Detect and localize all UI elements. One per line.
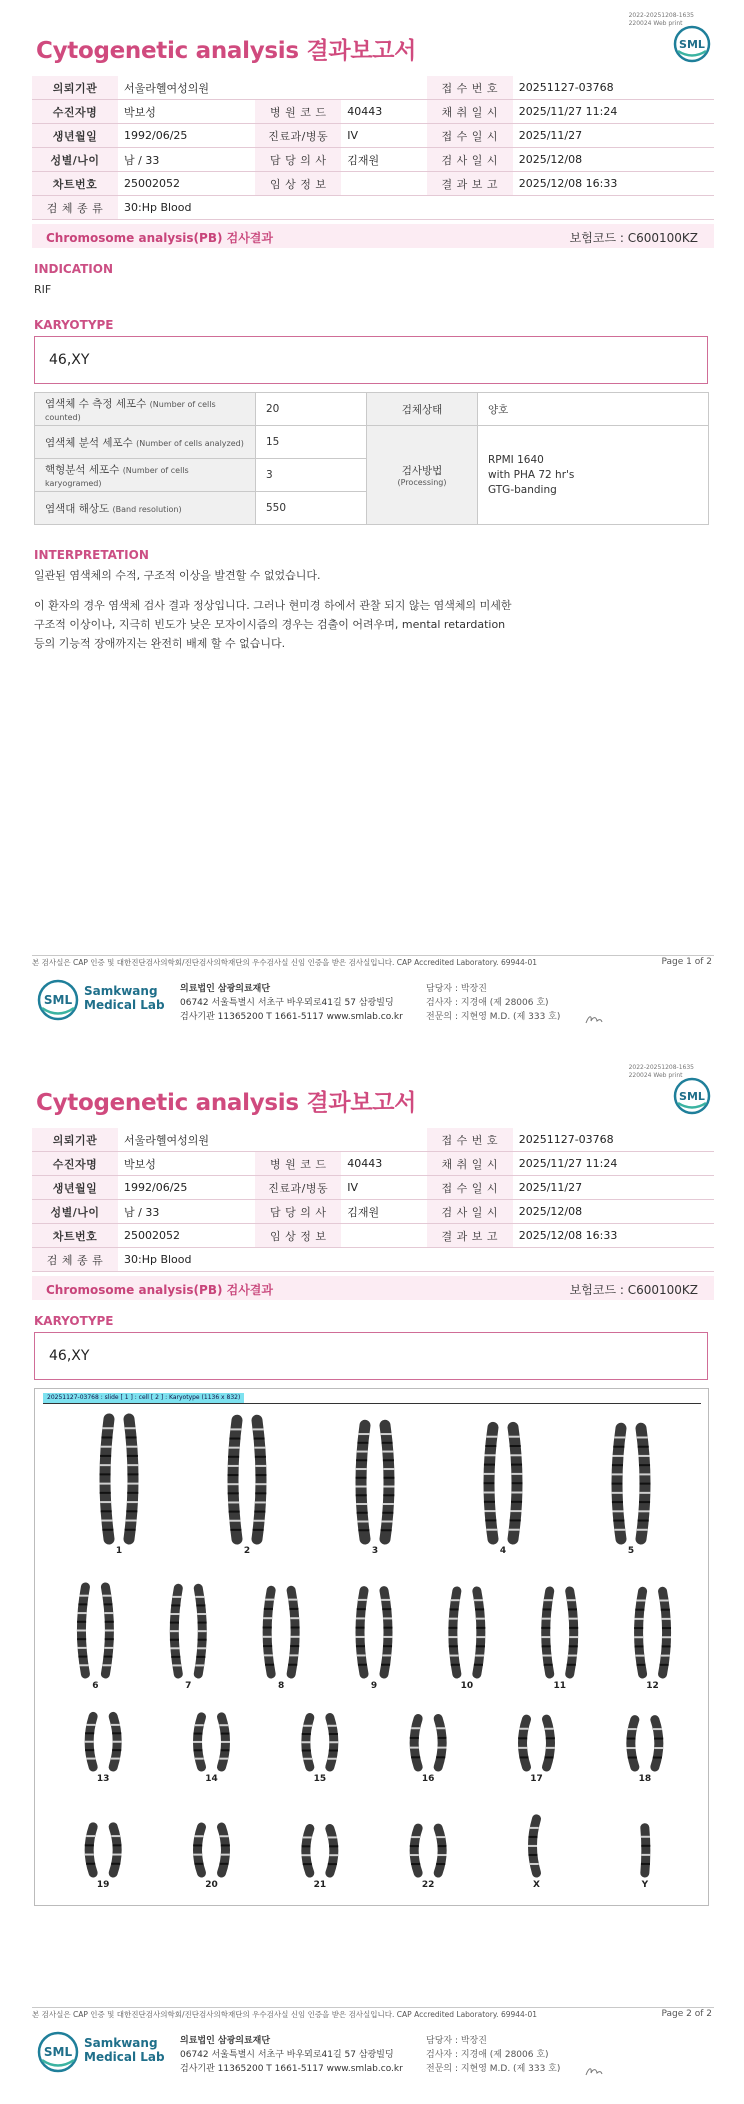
chromosome-15-a	[301, 1718, 312, 1768]
chromosome-label: 19	[96, 1880, 110, 1890]
karyotype-box	[34, 336, 708, 384]
specimen-label: 검 체 종 류	[32, 1248, 118, 1272]
interpretation-text	[34, 566, 514, 653]
lab-address-block	[180, 2034, 403, 2076]
result-section-bar	[32, 1276, 714, 1300]
chromosome-20-a	[193, 1827, 203, 1873]
institution-value: 서울라헬여성의원	[118, 76, 427, 100]
chromosome-label: 6	[92, 1681, 99, 1691]
chromosome-16-b	[436, 1719, 446, 1767]
chromosome-20-b	[220, 1827, 230, 1873]
dob-value: 1992/06/25	[118, 1176, 255, 1200]
insurance-code: 보험코드 : C600100KZ	[569, 1283, 698, 1297]
karyotype-value: 46,XY	[49, 352, 90, 368]
reported-label: 결 과 보 고	[427, 172, 513, 196]
band-label: 염색대 해상도 (Band resolution)	[35, 492, 256, 525]
collect-value: 2025/11/27 11:24	[513, 1152, 714, 1176]
chromosome-label: 12	[646, 1681, 659, 1691]
received-value: 2025/11/27	[513, 124, 714, 148]
counted-label: 염색체 수 측정 세포수 (Number of cells counted)	[35, 393, 256, 426]
chromosome-label: 21	[313, 1880, 327, 1890]
accreditation-note: 본 검사실은 CAP 인증 및 대한진단검사의학회/진단검사의학재단의 우수검사실 신임 인증을 받은 검사실입니다. CAP Accredited Laboratory. 69944-01	[32, 2010, 538, 2019]
band-label-en: (Band resolution)	[112, 504, 182, 514]
result-section-title: Chromosome analysis(PB) 검사결과	[46, 231, 273, 245]
dept-label: 진료과/병동	[255, 124, 341, 148]
chromosome-13-a	[85, 1716, 96, 1767]
collect-value: 2025/11/27 11:24	[513, 100, 714, 124]
insurance-code: 보험코드 : C600100KZ	[569, 231, 698, 245]
cell-count-table	[34, 392, 709, 525]
tested-value: 2025/12/08	[513, 148, 714, 172]
received-label: 접 수 일 시	[427, 124, 513, 148]
method-label-en: (Processing)	[397, 478, 447, 487]
chromosome-19-b	[111, 1827, 121, 1873]
chromosome-17-b	[545, 1719, 555, 1767]
chromosome-21-b	[328, 1829, 338, 1873]
chromosome-label: Y	[641, 1880, 649, 1890]
specimen-value: 30:Hp Blood	[118, 1248, 714, 1272]
received-label: 접 수 일 시	[427, 1176, 513, 1200]
chromosome-9-b	[381, 1591, 392, 1674]
signature-icon	[584, 1012, 604, 1026]
staff-manager: 담당자 : 박장진	[426, 984, 487, 994]
specimen-state-value: 양호	[478, 393, 709, 426]
chromosome-label: 4	[499, 1546, 507, 1556]
chromosome-2-a	[228, 1420, 242, 1539]
chromosome-13-b	[111, 1716, 122, 1767]
lab-org: 의료법인 삼광의료재단	[180, 2036, 271, 2046]
karyotype-value: 46,XY	[49, 1348, 90, 1364]
doctor-label: 담 당 의 사	[255, 148, 341, 172]
staff-specialist: 전문의 : 지현영 M.D. (제 333 호)	[426, 1012, 561, 1022]
chart-label: 차트번호	[32, 1224, 118, 1248]
chromosome-label: 16	[421, 1774, 435, 1784]
karyogram-image	[34, 1388, 709, 1906]
stamp-line-1: 2022-20251208-1635	[628, 12, 694, 19]
band-value: 550	[256, 492, 367, 525]
stamp-line-2: 220024 Web print	[628, 1072, 683, 1079]
chromosome-1-a	[100, 1419, 114, 1539]
chromosome-6-a	[77, 1587, 89, 1674]
chromosome-5-b	[637, 1428, 651, 1539]
chromosome-1-b	[125, 1419, 139, 1539]
chromosome-16-a	[410, 1719, 420, 1767]
received-value: 2025/11/27	[513, 1176, 714, 1200]
institution-label: 의뢰기관	[32, 76, 118, 100]
tested-label: 검 사 일 시	[427, 1200, 513, 1224]
collect-label: 채 취 일 시	[427, 100, 513, 124]
chromosome-14-a	[193, 1717, 204, 1767]
result-section-title: Chromosome analysis(PB) 검사결과	[46, 1283, 273, 1297]
chromosome-9-a	[356, 1591, 367, 1674]
sml-logo-icon	[672, 1076, 712, 1116]
dept-value: IV	[341, 1176, 427, 1200]
staff-tester: 검사자 : 지경애 (제 28006 호)	[426, 2050, 549, 2060]
clinical-label: 임 상 정 보	[255, 172, 341, 196]
dob-label: 생년월일	[32, 124, 118, 148]
sexage-value: 남 / 33	[118, 1200, 255, 1224]
chromosome-17-a	[518, 1719, 528, 1767]
chromosome-19-a	[85, 1827, 95, 1873]
lab-org: 의료법인 삼광의료재단	[180, 984, 271, 994]
logo-text: SML	[679, 38, 705, 51]
staff-manager: 담당자 : 박장진	[426, 2036, 487, 2046]
counted-label-en: (Number of cells counted)	[45, 399, 216, 422]
analyzed-label: 염색체 분석 세포수 (Number of cells analyzed)	[35, 426, 256, 459]
method-label: 검사방법 (Processing)	[367, 426, 478, 525]
karyotype-heading: KARYOTYPE	[34, 1314, 114, 1328]
dept-value: IV	[341, 124, 427, 148]
stamp-line-1: 2022-20251208-1635	[628, 1064, 694, 1071]
chromosome-label: 10	[460, 1681, 474, 1691]
chart-value: 25002052	[118, 172, 255, 196]
chromosome-18-b	[653, 1720, 663, 1767]
karyogramed-label-en: (Number of cells karyogramed)	[45, 465, 189, 488]
patient-value: 박보성	[118, 1152, 255, 1176]
specimen-state-label: 검체상태	[367, 393, 478, 426]
chromosome-21-a	[301, 1829, 311, 1873]
hospital-code-value: 40443	[341, 1152, 427, 1176]
report-title: Cytogenetic analysis 결과보고서	[36, 38, 417, 64]
chromosome-3-a	[356, 1425, 370, 1539]
patient-label: 수진자명	[32, 100, 118, 124]
sml-logo-icon	[672, 24, 712, 64]
chromosome-label: 22	[421, 1880, 435, 1890]
interpretation-p2: 이 환자의 경우 염색체 검사 결과 정상입니다. 그러나 현미경 하에서 관찰 되지 않는 염색체의 미세한 구조적 이상이나, 지극히 빈도가 낮은 모자이시즘의 경우는 검출이 어려우며, mental retardation 등의 기능적 장애까지는 완전히 배제 할 수 없습니다.	[34, 599, 512, 650]
analyzed-label-en: (Number of cells analyzed)	[136, 438, 244, 448]
interpretation-heading: INTERPRETATION	[34, 548, 149, 562]
chromosome-12-b	[660, 1591, 671, 1674]
karyotype-heading: KARYOTYPE	[34, 318, 114, 332]
lab-brand-line2: Medical Lab	[84, 998, 165, 1012]
chromosome-7-b	[195, 1588, 207, 1674]
chromosome-label: 14	[205, 1774, 218, 1784]
hospital-code-label: 병 원 코 드	[255, 1152, 341, 1176]
receipt-no-label: 접 수 번 호	[427, 76, 513, 100]
staff-block	[426, 2034, 560, 2076]
footer-divider	[32, 2007, 714, 2008]
logo-text: SML	[679, 1090, 705, 1103]
method-value	[478, 426, 709, 525]
collect-label: 채 취 일 시	[427, 1152, 513, 1176]
chromosome-label: 2	[243, 1546, 251, 1556]
patient-info-table	[32, 76, 714, 220]
method-line-2: with PHA 72 hr's	[488, 468, 575, 481]
specimen-label: 검 체 종 류	[32, 196, 118, 220]
chromosome-label: 1	[115, 1546, 123, 1556]
staff-tester: 검사자 : 지경애 (제 28006 호)	[426, 998, 549, 1008]
chromosome-label: 18	[638, 1774, 652, 1784]
chromosome-3-b	[381, 1425, 395, 1539]
hospital-code-label: 병 원 코 드	[255, 100, 341, 124]
chromosome-X	[528, 1819, 539, 1873]
patient-label: 수진자명	[32, 1152, 118, 1176]
chromosome-label: 11	[553, 1681, 566, 1691]
institution-label: 의뢰기관	[32, 1128, 118, 1152]
chromosome-label: 3	[371, 1546, 379, 1556]
page-number: Page 1 of 2	[661, 957, 712, 967]
chromosome-Y	[641, 1828, 650, 1873]
receipt-no-label: 접 수 번 호	[427, 1128, 513, 1152]
lab-address-block	[180, 982, 403, 1024]
sexage-value: 남 / 33	[118, 148, 255, 172]
page-number: Page 2 of 2	[661, 2009, 712, 2019]
chromosome-22-b	[436, 1828, 446, 1873]
institution-value: 서울라헬여성의원	[118, 1128, 427, 1152]
doctor-value: 김재원	[341, 1200, 427, 1224]
chromosome-8-a	[263, 1590, 274, 1674]
clinical-label: 임 상 정 보	[255, 1224, 341, 1248]
accreditation-note: 본 검사실은 CAP 인증 및 대한진단검사의학회/진단검사의학재단의 우수검사실 신임 인증을 받은 검사실입니다. CAP Accredited Laboratory. 69944-01	[32, 958, 538, 967]
karyogram-chromosomes	[35, 1389, 708, 1905]
dob-value: 1992/06/25	[118, 124, 255, 148]
receipt-no-value: 20251127-03768	[513, 76, 714, 100]
chromosome-10-a	[448, 1591, 459, 1674]
result-section-bar	[32, 224, 714, 248]
chromosome-label: X	[533, 1880, 540, 1890]
method-line-3: GTG-banding	[488, 483, 557, 496]
lab-brand	[84, 984, 165, 1012]
chromosome-label: 17	[530, 1774, 543, 1784]
chromosome-11-b	[567, 1591, 578, 1674]
karyogramed-value: 3	[256, 459, 367, 492]
lab-brand-line1: Samkwang	[84, 984, 158, 998]
clinical-value	[341, 172, 427, 196]
lab-brand-line1: Samkwang	[84, 2036, 158, 2050]
chromosome-2-b	[253, 1420, 267, 1539]
footer-logo-text: SML	[43, 2045, 73, 2059]
chromosome-label: 7	[185, 1681, 192, 1691]
chart-value: 25002052	[118, 1224, 255, 1248]
specimen-value: 30:Hp Blood	[118, 196, 714, 220]
lab-contact: 검사기관 11365200 T 1661-5117 www.smlab.co.kr	[180, 1012, 403, 1022]
chromosome-11-a	[541, 1591, 552, 1674]
chromosome-label: 20	[205, 1880, 218, 1890]
staff-specialist: 전문의 : 지현영 M.D. (제 333 호)	[426, 2064, 561, 2074]
counted-value: 20	[256, 393, 367, 426]
report-title: Cytogenetic analysis 결과보고서	[36, 1090, 417, 1116]
karyotype-box	[34, 1332, 708, 1380]
hospital-code-value: 40443	[341, 100, 427, 124]
footer-logo-text: SML	[43, 993, 73, 1007]
footer-divider	[32, 955, 714, 956]
doctor-label: 담 당 의 사	[255, 1200, 341, 1224]
reported-value: 2025/12/08 16:33	[513, 1224, 714, 1248]
sexage-label: 성별/나이	[32, 148, 118, 172]
chromosome-10-b	[474, 1591, 485, 1674]
patient-info-table	[32, 1128, 714, 1272]
dob-label: 생년월일	[32, 1176, 118, 1200]
tested-label: 검 사 일 시	[427, 148, 513, 172]
karyogramed-label: 핵형분석 세포수 (Number of cells karyogramed)	[35, 459, 256, 492]
tested-value: 2025/12/08	[513, 1200, 714, 1224]
chromosome-label: 8	[278, 1681, 285, 1691]
interpretation-p1: 일관된 염색체의 수적, 구조적 이상을 발견할 수 없었습니다.	[34, 569, 321, 582]
reported-value: 2025/12/08 16:33	[513, 172, 714, 196]
receipt-no-value: 20251127-03768	[513, 1128, 714, 1152]
staff-block	[426, 982, 560, 1024]
chromosome-6-b	[102, 1587, 114, 1674]
reported-label: 결 과 보 고	[427, 1224, 513, 1248]
chromosome-8-b	[288, 1590, 299, 1674]
analyzed-value: 15	[256, 426, 367, 459]
stamp-line-2: 220024 Web print	[628, 20, 683, 27]
chart-label: 차트번호	[32, 172, 118, 196]
chromosome-7-a	[170, 1588, 182, 1674]
karyogram-header: 20251127-03768 : slide [ 1 ] : cell [ 2 ] : Karyotype (1136 x 832)	[43, 1393, 244, 1403]
chromosome-14-b	[219, 1717, 230, 1767]
sexage-label: 성별/나이	[32, 1200, 118, 1224]
lab-brand	[84, 2036, 165, 2064]
clinical-value	[341, 1224, 427, 1248]
indication-heading: INDICATION	[34, 262, 113, 276]
chromosome-label: 15	[313, 1774, 327, 1784]
samkwang-logo-icon	[36, 978, 80, 1022]
chromosome-4-b	[509, 1427, 523, 1539]
lab-address: 06742 서울특별시 서초구 바우뫼로41길 57 삼광빌딩	[180, 998, 394, 1008]
chromosome-22-a	[410, 1828, 420, 1873]
chromosome-label: 9	[370, 1681, 378, 1691]
chromosome-15-b	[328, 1718, 339, 1768]
signature-icon	[584, 2064, 604, 2078]
method-line-1: RPMI 1640	[488, 453, 544, 466]
chromosome-label: 13	[96, 1774, 110, 1784]
lab-contact: 검사기관 11365200 T 1661-5117 www.smlab.co.kr	[180, 2064, 403, 2074]
chromosome-4-a	[484, 1427, 498, 1539]
indication-text: RIF	[34, 283, 52, 296]
lab-brand-line2: Medical Lab	[84, 2050, 165, 2064]
chromosome-label: 5	[627, 1546, 635, 1556]
patient-value: 박보성	[118, 100, 255, 124]
chromosome-18-a	[626, 1720, 636, 1767]
samkwang-logo-icon	[36, 2030, 80, 2074]
dept-label: 진료과/병동	[255, 1176, 341, 1200]
lab-address: 06742 서울특별시 서초구 바우뫼로41길 57 삼광빌딩	[180, 2050, 394, 2060]
doctor-value: 김재원	[341, 148, 427, 172]
chromosome-5-a	[612, 1428, 626, 1539]
chromosome-12-a	[634, 1591, 645, 1674]
